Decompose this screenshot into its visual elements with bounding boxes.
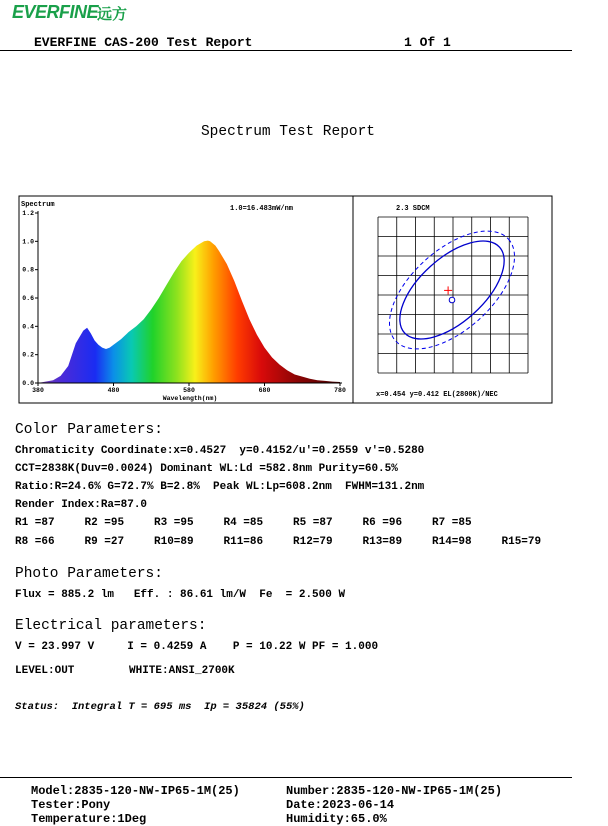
- number-value: Number:2835-120-NW-IP65-1M(25): [286, 784, 503, 798]
- level-value: LEVEL:OUT: [15, 665, 75, 677]
- render-index-r-row1-7: R7 =85: [432, 517, 472, 529]
- spectrum-title: Spectrum: [21, 201, 55, 209]
- chromaticity-line: Chromaticity Coordinate:x=0.4527 y=0.4152/u'=0.2559 v'=0.5280: [15, 445, 425, 457]
- electrical-line: V = 23.997 V I = 0.4259 A P = 10.22 W PF = 1.000: [15, 641, 379, 653]
- render-index-r-row2-1: R8 =66: [15, 536, 55, 548]
- ratio-line: Ratio:R=24.6% G=72.7% B=2.8% Peak WL:Lp=608.2nm FWHM=131.2nm: [15, 481, 425, 493]
- render-index-r-row1-6: R6 =96: [362, 517, 403, 529]
- model-value: Model:2835-120-NW-IP65-1M(25): [31, 784, 240, 798]
- render-index-r-row1-3: R3 =95: [154, 517, 194, 529]
- render-index-r-row2-5: R12=79: [293, 536, 333, 548]
- brand-logo: EVERFINE: [12, 2, 99, 22]
- sdcm-center-point: [449, 297, 455, 303]
- page-indicator: 1 Of 1: [404, 35, 451, 50]
- temperature-value: Temperature:1Deg: [31, 812, 147, 826]
- render-index-r-row2-3: R10=89: [154, 536, 194, 548]
- brand-logo-cn: 远方: [97, 5, 128, 23]
- sdcm-caption: x=0.454 y=0.412 EL(2800K)/NEC: [376, 391, 498, 399]
- sdcm-chart: [353, 196, 552, 403]
- render-index-r-row1-1: R1 =87: [15, 517, 55, 529]
- status-line: Status: Integral T = 695 ms Ip = 35824 (55%): [15, 701, 305, 713]
- render-index-line: Render Index:Ra=87.0: [15, 499, 148, 511]
- render-index-r-row2-7: R14=98: [432, 536, 472, 548]
- date-value: Date:2023-06-14: [286, 798, 395, 812]
- cct-line: CCT=2838K(Duv=0.0024) Dominant WL:Ld =582.8nm Purity=60.5%: [15, 463, 398, 475]
- charts-panel: [0, 190, 608, 420]
- spectrum-area: [38, 241, 340, 383]
- page-title: Spectrum Test Report: [200, 124, 376, 140]
- render-index-r-row1-2: R2 =95: [84, 517, 125, 529]
- tester-value: Tester:Pony: [31, 798, 111, 812]
- spectrum-chart: [19, 196, 353, 403]
- spectrum-y-tick-label-6: 1.2: [22, 210, 34, 217]
- spectrum-x-tick-label-1: 480: [107, 387, 120, 394]
- humidity-value: Humidity:65.0%: [286, 812, 387, 826]
- spectrum-y-tick-label-3: 0.6: [22, 295, 34, 302]
- render-index-r-row2-2: R9 =27: [84, 536, 125, 548]
- spectrum-annotation: 1.0=16.483mW/nm: [230, 205, 294, 213]
- flux-line: Flux = 885.2 lm Eff. : 86.61 lm/W Fe = 2.500 W: [15, 589, 346, 601]
- color-parameters-heading: Color Parameters:: [15, 422, 163, 438]
- spectrum-y-tick-label-1: 0.2: [22, 351, 34, 359]
- report-name: EVERFINE CAS-200 Test Report: [34, 35, 253, 50]
- spectrum-x-tick-label-0: 380: [32, 387, 44, 394]
- header-rule: [0, 50, 572, 51]
- render-index-r-row1-5: R5 =87: [293, 517, 333, 529]
- render-index-r-row2-8: R15=79: [501, 536, 542, 548]
- render-index-r-row2-4: R11=86: [223, 536, 264, 548]
- render-index-r-row2-6: R13=89: [362, 536, 403, 548]
- spectrum-y-tick-label-2: 0.4: [22, 323, 34, 331]
- photo-parameters-heading: Photo Parameters:: [15, 566, 163, 582]
- render-index-r-row1-4: R4 =85: [223, 517, 264, 529]
- spectrum-y-tick-label-5: 1.0: [22, 238, 34, 246]
- spectrum-y-tick-label-4: 0.8: [22, 266, 34, 274]
- spectrum-y-tick-label-0: 0.0: [22, 380, 34, 387]
- sdcm-grid: [378, 217, 528, 373]
- spectrum-x-tick-label-2: 580: [183, 387, 195, 394]
- spectrum-xlabel: Wavelength(nm): [162, 395, 218, 402]
- spectrum-x-tick-label-3: 680: [258, 387, 271, 394]
- spectrum-x-tick-label-4: 780: [334, 387, 346, 394]
- electrical-parameters-heading: Electrical parameters:: [15, 618, 207, 634]
- sdcm-title: 2.3 SDCM: [396, 205, 430, 213]
- footer-rule: [0, 777, 572, 778]
- white-value: WHITE:ANSI_2700K: [129, 665, 235, 677]
